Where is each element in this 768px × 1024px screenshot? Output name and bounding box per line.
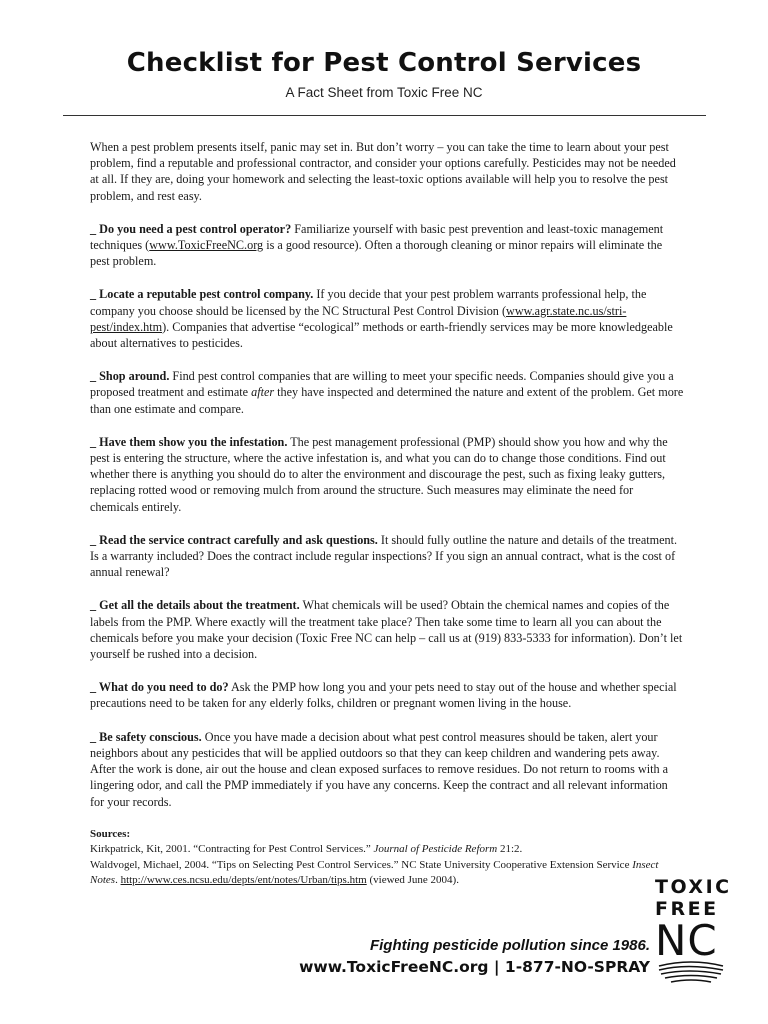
checklist-item: _ Read the service contract carefully and ask questions. It should fully outline the nature and details of the treatment. Is a warranty included? Does the contract include regular inspections? If you sign an annual contract, what is the cost of annual renewal? bbox=[90, 532, 678, 580]
footer-tagline: Fighting pesticide pollution since 1986. bbox=[369, 937, 650, 954]
item-lead: _ Be safety conscious. bbox=[90, 729, 202, 744]
checklist-item: _ Do you need a pest control operator? Familiarize yourself with basic pest prevention and least-toxic management techniques (www.ToxicFreeNC.org is a good resource). Often a thorough cleaning or minor repairs will eliminate the pest problem. bbox=[90, 221, 664, 269]
checklist-item: _ Shop around. Find pest control companies that are willing to meet your specific needs. Companies should give you a proposed treatment and estimate after they have inspected and determined the nature and extent of the problem. Get more than one estimate and compare. bbox=[90, 369, 684, 416]
item-lead: _ Do you need a pest control operator? bbox=[90, 221, 292, 236]
item-lead: _ Get all the details about the treatment. bbox=[90, 598, 300, 613]
leaf-wave-icon bbox=[657, 960, 725, 986]
intro-paragraph: When a pest problem presents itself, panic may set in. But don’t worry – you can take the time to learn about your pest problem, find a reputable and professional contractor, and consider your options carefully. Pesticides may not be needed at all. If they are, doing your homework and selecting the least-toxic options available will help you to resolve the pest problem, and rest easy. bbox=[90, 140, 676, 203]
checklist-item: _ What do you need to do? Ask the PMP how long you and your pets need to stay out of the house and whether special precautions need to be taken for any elderly folks, children or pregnant women living in the house. bbox=[90, 680, 677, 711]
checklist-item: _ Be safety conscious. Once you have made a decision about what pest control measures should be taken, alert your neighbors about any pesticides that will be applied outdoors so that they can keep children and wandering pets away. After the work is done, air out the house and clean exposed surfaces to remove residues. Do not return to rooms with a lingering odor, and call the PMP immediately if you have any concerns. Keep the contract and all relevant information for your records. bbox=[90, 729, 669, 809]
sources-heading: Sources: bbox=[90, 827, 131, 840]
emphasis: after bbox=[251, 385, 275, 400]
item-lead: _ Have them show you the infestation. bbox=[90, 434, 288, 449]
page-subtitle: A Fact Sheet from Toxic Free NC bbox=[285, 85, 483, 100]
item-lead: _ What do you need to do? bbox=[90, 680, 229, 695]
checklist-item: _ Locate a reputable pest control company. If you decide that your pest problem warrants professional help, the company you choose should be licensed by the NC Structural Pest Control Division (www.agr.state.nc.us/stri-pest/index.htm). Companies that advertise “ecological” methods or earth-friendly services may be more knowledgeable about alternatives to pesticides. bbox=[90, 287, 673, 351]
ncsu-link[interactable]: http://www.ces.ncsu.edu/depts/ent/notes/Urban/tips.htm bbox=[120, 874, 367, 887]
document-body bbox=[90, 139, 684, 889]
checklist-item: _ Get all the details about the treatment. What chemicals will be used? Obtain the chemical names and copies of the labels from the PMP. Where exactly will the treatment take place? Then take some time to learn all you can about the chemicals before you make your decision (Toxic Free NC can help – call us at (919) 833-5333 for information). Don’t let yourself be rushed into a decision. bbox=[90, 598, 683, 662]
source-entry: Kirkpatrick, Kit, 2001. “Contracting for Pest Control Services.” Journal of Pesticide Reform 21:2. bbox=[90, 843, 523, 856]
checklist-item: _ Have them show you the infestation. The pest management professional (PMP) should show you how and why the pest is entering the structure, where the active infestation is, and what you can do to change those conditions. Find out whether there is anything you should do to alter the environment and discourage the pest, such as fixing leaky gutters, replacing rotted wood or removing mulch from around the structure. Such measures may eliminate the need for chemicals entirely. bbox=[90, 434, 668, 514]
item-lead: _ Read the service contract carefully and ask questions. bbox=[90, 532, 378, 547]
pest-division-link[interactable]: www.agr.state.nc.us/stri-pest/index.htm bbox=[90, 303, 627, 334]
item-lead: _ Locate a reputable pest control company. bbox=[90, 287, 314, 302]
item-lead: _ Shop around. bbox=[90, 369, 170, 384]
toxicfreenc-link[interactable]: www.ToxicFreeNC.org bbox=[149, 238, 264, 253]
header-rule bbox=[63, 115, 706, 116]
toxic-free-nc-logo: TOXIC FREE NC bbox=[655, 876, 727, 986]
sources-section bbox=[90, 827, 684, 889]
source-entry: Waldvogel, Michael, 2004. “Tips on Selecting Pest Control Services.” NC State University Cooperative Extension Service Insect Notes. http://www.ces.ncsu.edu/depts/ent/notes/Urban/tips.htm (viewed June 2004). bbox=[90, 858, 659, 887]
page-title: Checklist for Pest Control Services bbox=[126, 48, 642, 78]
footer-contact: www.ToxicFreeNC.org | 1-877-NO-SPRAY bbox=[299, 958, 650, 976]
